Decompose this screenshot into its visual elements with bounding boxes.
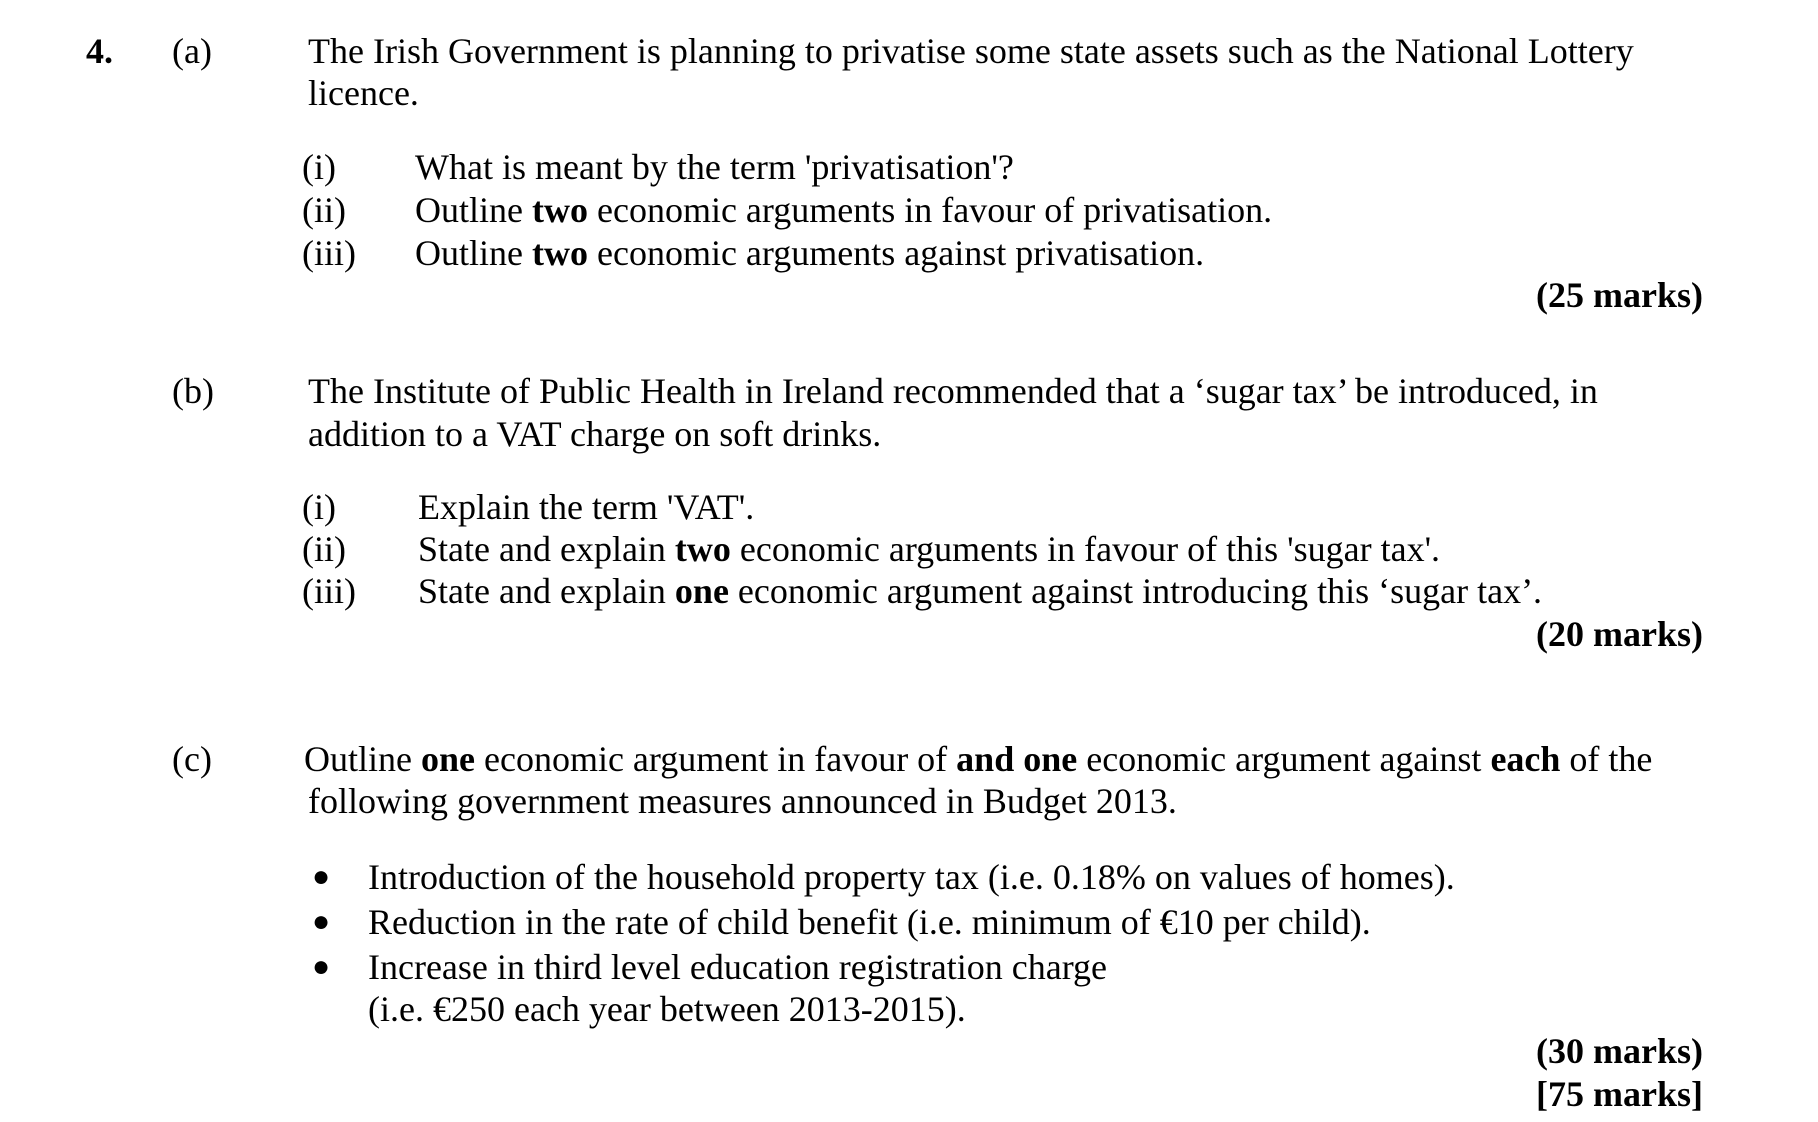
part-a-item-2-text: Outline two economic arguments in favour of privatisation. bbox=[415, 190, 1273, 230]
bullet-2-icon: ● bbox=[312, 905, 331, 938]
part-a-label: (a) bbox=[172, 31, 212, 71]
part-b-marks: (20 marks) bbox=[1536, 614, 1703, 654]
part-a-marks: (25 marks) bbox=[1536, 275, 1703, 315]
part-a-item-3-text: Outline two economic arguments against privatisation. bbox=[415, 233, 1205, 273]
part-b-item-1-text: Explain the term 'VAT'. bbox=[418, 487, 755, 527]
part-b-item-1-num: (i) bbox=[302, 487, 336, 527]
part-b-item-3-num: (iii) bbox=[302, 571, 356, 611]
part-b-item-3-text: State and explain one economic argument against introducing this ‘sugar tax’. bbox=[418, 571, 1543, 611]
part-c-bullet-3-line2: (i.e. €250 each year between 2013-2015). bbox=[368, 989, 966, 1029]
part-c-stem-line1: Outline one economic argument in favour of and one economic argument against each of the bbox=[304, 739, 1653, 779]
part-c-stem-line2: following government measures announced in Budget 2013. bbox=[308, 781, 1177, 821]
part-b-item-2-text: State and explain two economic arguments in favour of this 'sugar tax'. bbox=[418, 529, 1441, 569]
part-c-bullet-3: Increase in third level education registration charge bbox=[368, 947, 1108, 987]
part-b-label: (b) bbox=[172, 371, 214, 411]
total-marks: [75 marks] bbox=[1536, 1074, 1703, 1114]
part-a-stem-line2: licence. bbox=[308, 73, 419, 113]
bullet-3-icon: ● bbox=[312, 950, 331, 983]
bullet-1-icon: ● bbox=[312, 860, 331, 893]
part-c-bullet-2: Reduction in the rate of child benefit (i.e. minimum of €10 per child). bbox=[368, 902, 1371, 942]
part-b-item-2-num: (ii) bbox=[302, 529, 346, 569]
part-a-item-2-num: (ii) bbox=[302, 190, 346, 230]
part-a-item-3-num: (iii) bbox=[302, 233, 356, 273]
part-b-stem-line1: The Institute of Public Health in Ireland recommended that a ‘sugar tax’ be introduced, in bbox=[308, 371, 1598, 411]
part-b-stem-line2: addition to a VAT charge on soft drinks. bbox=[308, 414, 882, 454]
part-c-label: (c) bbox=[172, 739, 212, 779]
part-a-item-1-num: (i) bbox=[302, 147, 336, 187]
part-a-item-1-text: What is meant by the term 'privatisation'? bbox=[415, 147, 1014, 187]
part-c-marks: (30 marks) bbox=[1536, 1031, 1703, 1071]
question-number: 4. bbox=[86, 31, 113, 71]
part-a-stem-line1: The Irish Government is planning to privatise some state assets such as the National Lottery bbox=[308, 31, 1634, 71]
part-c-bullet-1: Introduction of the household property tax (i.e. 0.18% on values of homes). bbox=[368, 857, 1455, 897]
